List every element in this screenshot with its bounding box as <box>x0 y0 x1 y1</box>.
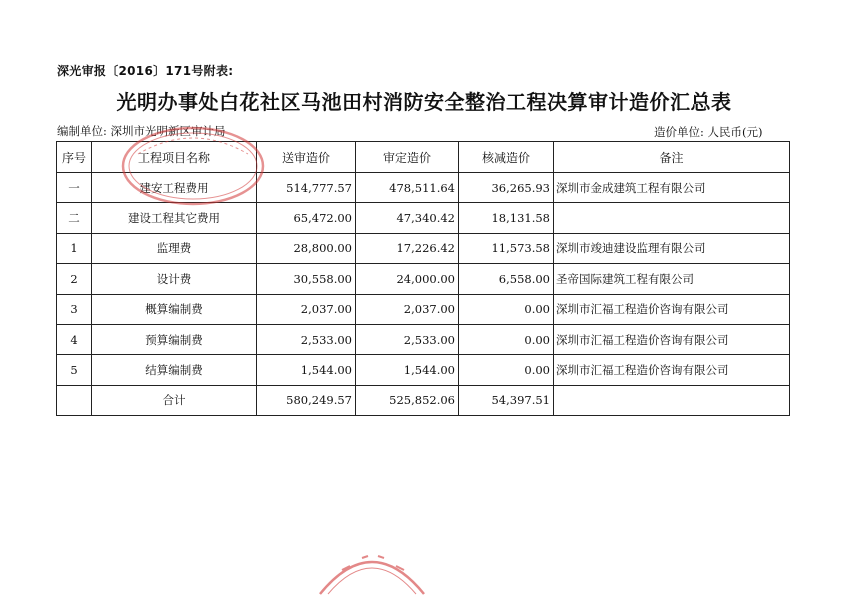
header-seq: 序号 <box>57 142 92 173</box>
document-reference: 深光审报〔2016〕171号附表: <box>57 64 234 78</box>
cell-reduced: 0.00 <box>459 324 554 354</box>
cell-seq: 二 <box>57 203 92 233</box>
table-row <box>57 203 790 233</box>
cell-approved: 1,544.00 <box>356 355 459 385</box>
cell-reduced: 11,573.58 <box>459 233 554 263</box>
total-submitted: 580,249.57 <box>257 385 356 415</box>
header-row <box>57 142 790 173</box>
cell-approved: 47,340.42 <box>356 203 459 233</box>
table-row <box>57 355 790 385</box>
table-row <box>57 173 790 203</box>
cell-reduced: 0.00 <box>459 294 554 324</box>
table-row <box>57 294 790 324</box>
cell-name: 概算编制费 <box>92 294 257 324</box>
header-approved: 审定造价 <box>356 142 459 173</box>
cell-name: 监理费 <box>92 233 257 263</box>
total-reduced: 54,397.51 <box>459 385 554 415</box>
cell-remarks: 深圳市金成建筑工程有限公司 <box>554 173 790 203</box>
cell-submitted: 28,800.00 <box>257 233 356 263</box>
prepared-by: 编制单位: 深圳市光明新区审计局 <box>57 124 226 138</box>
cell-seq: 3 <box>57 294 92 324</box>
document-title: 光明办事处白花社区马池田村消防安全整治工程决算审计造价汇总表 <box>116 90 732 114</box>
cell-seq: 1 <box>57 233 92 263</box>
cell-seq: 2 <box>57 264 92 294</box>
table-row <box>57 233 790 263</box>
cell-reduced: 6,558.00 <box>459 264 554 294</box>
cell-seq: 4 <box>57 324 92 354</box>
cell-remarks: 深圳市竣迪建设监理有限公司 <box>554 233 790 263</box>
cell-seq: 一 <box>57 173 92 203</box>
total-row <box>57 385 790 415</box>
cell-name: 结算编制费 <box>92 355 257 385</box>
cell-submitted: 65,472.00 <box>257 203 356 233</box>
cell-name: 设计费 <box>92 264 257 294</box>
total-approved: 525,852.06 <box>356 385 459 415</box>
table-row <box>57 264 790 294</box>
cell-reduced: 0.00 <box>459 355 554 385</box>
cell-approved: 2,037.00 <box>356 294 459 324</box>
cell-remarks: 深圳市汇福工程造价咨询有限公司 <box>554 324 790 354</box>
cell-remarks: 深圳市汇福工程造价咨询有限公司 <box>554 294 790 324</box>
cell-approved: 24,000.00 <box>356 264 459 294</box>
bottom-seal-stamp <box>312 540 432 596</box>
cell-approved: 478,511.64 <box>356 173 459 203</box>
cell-seq: 5 <box>57 355 92 385</box>
cell-submitted: 30,558.00 <box>257 264 356 294</box>
cell-name: 建设工程其它费用 <box>92 203 257 233</box>
summary-table <box>56 141 790 416</box>
cell-reduced: 36,265.93 <box>459 173 554 203</box>
header-submitted: 送审造价 <box>257 142 356 173</box>
total-remarks <box>554 385 790 415</box>
cell-reduced: 18,131.58 <box>459 203 554 233</box>
cell-remarks: 圣帝国际建筑工程有限公司 <box>554 264 790 294</box>
table-row <box>57 324 790 354</box>
cell-submitted: 514,777.57 <box>257 173 356 203</box>
cell-remarks: 深圳市汇福工程造价咨询有限公司 <box>554 355 790 385</box>
header-name: 工程项目名称 <box>92 142 257 173</box>
header-remarks: 备注 <box>554 142 790 173</box>
cell-name: 预算编制费 <box>92 324 257 354</box>
currency-unit: 造价单位: 人民币(元) <box>654 125 763 139</box>
cell-name: 建安工程费用 <box>92 173 257 203</box>
cell-submitted: 2,037.00 <box>257 294 356 324</box>
cell-approved: 2,533.00 <box>356 324 459 354</box>
total-seq <box>57 385 92 415</box>
cell-approved: 17,226.42 <box>356 233 459 263</box>
header-reduced: 核减造价 <box>459 142 554 173</box>
cell-submitted: 2,533.00 <box>257 324 356 354</box>
cell-submitted: 1,544.00 <box>257 355 356 385</box>
cell-remarks <box>554 203 790 233</box>
total-label: 合计 <box>92 385 257 415</box>
